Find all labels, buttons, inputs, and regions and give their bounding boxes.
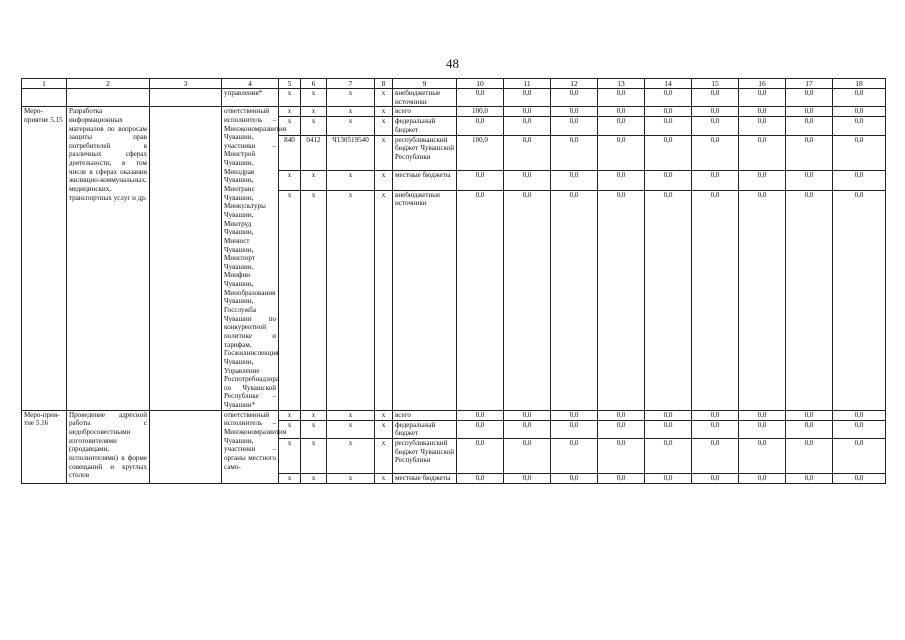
column-header: 14 xyxy=(645,79,692,89)
table-cell: x xyxy=(279,473,301,483)
table-cell: 0,0 xyxy=(645,117,692,135)
table-cell: 0,0 xyxy=(598,170,645,190)
table-cell: 0,0 xyxy=(833,420,886,438)
funding-source: внебюджетные источники xyxy=(393,190,457,410)
table-cell: 0,0 xyxy=(504,170,551,190)
table-cell: x xyxy=(279,438,301,473)
table-cell: 0,0 xyxy=(645,438,692,473)
table-cell: 0,0 xyxy=(551,190,598,410)
funding-source: внебюджетные источники xyxy=(393,89,457,107)
table-cell: 0,0 xyxy=(551,438,598,473)
table-cell: 0,0 xyxy=(739,107,786,117)
table-cell: 0,0 xyxy=(598,117,645,135)
table-cell: 0,0 xyxy=(833,117,886,135)
table-cell: 100,0 xyxy=(457,135,504,170)
table-cell: x xyxy=(327,117,375,135)
table-cell: x xyxy=(301,438,327,473)
table-cell: 0,0 xyxy=(833,107,886,117)
table-cell: x xyxy=(301,89,327,107)
table-cell: 0,0 xyxy=(692,89,739,107)
table-cell: x xyxy=(327,410,375,420)
table-cell: 0,0 xyxy=(504,410,551,420)
table-cell: 0,0 xyxy=(645,89,692,107)
measure-number: Меро-приятие 5.15 xyxy=(22,107,67,410)
table-cell: 0,0 xyxy=(739,438,786,473)
table-cell: x xyxy=(375,135,393,170)
table-cell: 0,0 xyxy=(786,107,833,117)
table-cell: 0,0 xyxy=(786,135,833,170)
table-cell: 0,0 xyxy=(692,420,739,438)
table-cell: x xyxy=(327,473,375,483)
table-cell: 0,0 xyxy=(598,135,645,170)
table-cell: 0,0 xyxy=(598,438,645,473)
column-header: 6 xyxy=(301,79,327,89)
table-cell: 0,0 xyxy=(645,170,692,190)
funding-source: федеральный бюджет xyxy=(393,117,457,135)
funding-source: республиканский бюджет Чувашской Республики xyxy=(393,438,457,473)
measure-5-16 xyxy=(22,410,886,483)
table-cell: 0,0 xyxy=(786,89,833,107)
table-cell: 0,0 xyxy=(504,190,551,410)
table-cell: 0,0 xyxy=(786,438,833,473)
measure-number: Меро-прия-тие 5.16 xyxy=(22,410,67,483)
measure-description: Проведение адресной работы с недобросовестными изготовителями (продавцами, исполнителями) в форме совещаний и круглых столов xyxy=(67,410,150,483)
funding-source: федеральный бюджет xyxy=(393,420,457,438)
table-cell: 0,0 xyxy=(551,410,598,420)
table-cell: x xyxy=(301,107,327,117)
column-header: 3 xyxy=(150,79,222,89)
table-cell: x xyxy=(375,410,393,420)
table-cell: x xyxy=(327,420,375,438)
table-cell: 0,0 xyxy=(551,107,598,117)
table-cell: 840 xyxy=(279,135,301,170)
table-cell: x xyxy=(375,420,393,438)
table-cell: 0,0 xyxy=(786,170,833,190)
table-cell: 0,0 xyxy=(833,410,886,420)
table-cell: 0,0 xyxy=(645,107,692,117)
column-header: 2 xyxy=(67,79,150,89)
table-cell: 0,0 xyxy=(692,190,739,410)
funding-source: всего xyxy=(393,107,457,117)
table-cell: 0,0 xyxy=(645,410,692,420)
column-header: 11 xyxy=(504,79,551,89)
table-cell: 0,0 xyxy=(504,438,551,473)
table-cell: 0,0 xyxy=(504,107,551,117)
table-cell: 0,0 xyxy=(645,190,692,410)
budget-table xyxy=(21,78,886,484)
funding-source: всего xyxy=(393,410,457,420)
table-cell: x xyxy=(279,190,301,410)
table-cell: 0,0 xyxy=(786,420,833,438)
table-cell: x xyxy=(301,190,327,410)
table-cell: 0,0 xyxy=(692,107,739,117)
table-cell: x xyxy=(327,89,375,107)
measure-5-15 xyxy=(22,107,886,410)
table-cell: x xyxy=(327,170,375,190)
table-cell: 0,0 xyxy=(457,410,504,420)
table-cell: 100,0 xyxy=(457,107,504,117)
column-header: 5 xyxy=(279,79,301,89)
table-row xyxy=(22,89,886,107)
table-cell: 0,0 xyxy=(598,107,645,117)
table-cell: 0,0 xyxy=(833,473,886,483)
table-cell: 0,0 xyxy=(833,170,886,190)
table-cell: Ч130519540 xyxy=(327,135,375,170)
measure-description: Разработка информационных материалов по вопросам защиты прав потребителей в различных сферах деятельности, в том числе в сферах оказания жилищно-коммунальных, медицинских, транспортных услуг и др. xyxy=(67,107,150,410)
table-cell: 0,0 xyxy=(598,420,645,438)
column-header: 16 xyxy=(739,79,786,89)
table-cell: 0,0 xyxy=(504,473,551,483)
table-cell: x xyxy=(301,410,327,420)
table-cell: 0,0 xyxy=(645,420,692,438)
column-header: 18 xyxy=(833,79,886,89)
funding-source: местные бюджеты xyxy=(393,170,457,190)
table-cell: x xyxy=(375,107,393,117)
table-cell: 0,0 xyxy=(692,170,739,190)
executor-cell: ответственный исполнитель – Минэкономразвития Чувашии, участники – органы местного само- xyxy=(222,410,279,483)
table-cell: 0,0 xyxy=(786,410,833,420)
column-header: 10 xyxy=(457,79,504,89)
table-cell: x xyxy=(301,473,327,483)
table-cell: 0,0 xyxy=(739,473,786,483)
table-cell: x xyxy=(301,420,327,438)
column-header: 1 xyxy=(22,79,67,89)
table-cell: 0,0 xyxy=(551,117,598,135)
table-cell: x xyxy=(279,89,301,107)
table-cell: 0,0 xyxy=(598,190,645,410)
table-cell: 0,0 xyxy=(457,89,504,107)
table-cell: 0,0 xyxy=(457,190,504,410)
table-cell: 0,0 xyxy=(457,170,504,190)
table-cell: 0,0 xyxy=(457,420,504,438)
column-header: 9 xyxy=(393,79,457,89)
table-row xyxy=(22,410,886,420)
table-cell: 0,0 xyxy=(739,135,786,170)
table-cell: 0,0 xyxy=(504,135,551,170)
column-header: 4 xyxy=(222,79,279,89)
column-header: 12 xyxy=(551,79,598,89)
table-cell: 0,0 xyxy=(833,190,886,410)
table-cell: x xyxy=(279,117,301,135)
table-cell: 0,0 xyxy=(645,473,692,483)
table-cell: 0,0 xyxy=(739,170,786,190)
column-header: 15 xyxy=(692,79,739,89)
table-cell: 0,0 xyxy=(645,135,692,170)
table-cell: 0,0 xyxy=(739,420,786,438)
table-cell: x xyxy=(279,170,301,190)
executor-cell: ответственный исполнитель – Минэкономразвития Чувашии, участники – Минстрой Чувашии, Минздрав Чувашии, Минтранс Чувашии, Минкультуры Чувашии, Минтруд Чувашии, Минюст Чувашии, Минспорт Чувашии, Минфин Чувашии, Минобразования Чувашии, Госслужба Чувашии по конкурентной политике и тарифам, Госжилинспекция Чувашии, Управление Роспотребнадзора по Чувашской Республике – Чувашии* xyxy=(222,107,279,410)
table-cell: 0,0 xyxy=(692,473,739,483)
column-header: 7 xyxy=(327,79,375,89)
table-cell: x xyxy=(301,117,327,135)
table-cell: x xyxy=(375,473,393,483)
table-cell: x xyxy=(327,107,375,117)
empty-cell xyxy=(150,410,222,483)
table-cell: x xyxy=(375,117,393,135)
table-cell: 0,0 xyxy=(739,89,786,107)
table-cell: x xyxy=(279,107,301,117)
page-number: 48 xyxy=(446,56,459,71)
table-cell: 0,0 xyxy=(457,438,504,473)
empty-cell xyxy=(150,107,222,410)
table-cell: 0,0 xyxy=(786,117,833,135)
header-row xyxy=(22,79,886,89)
table-cell: 0,0 xyxy=(692,135,739,170)
table-cell: 0,0 xyxy=(598,410,645,420)
table-cell: 0,0 xyxy=(457,473,504,483)
table-cell: 0,0 xyxy=(833,135,886,170)
column-header: 8 xyxy=(375,79,393,89)
funding-source: республиканский бюджет Чувашской Республики xyxy=(393,135,457,170)
table-cell: 0,0 xyxy=(833,89,886,107)
table-cell: x xyxy=(327,190,375,410)
table-cell: 0,0 xyxy=(504,117,551,135)
table-cell: 0,0 xyxy=(504,89,551,107)
table-cell: 0,0 xyxy=(739,410,786,420)
table-cell: 0,0 xyxy=(833,438,886,473)
table-cell: 0,0 xyxy=(504,420,551,438)
table-cell: 0,0 xyxy=(692,438,739,473)
table-cell: 0,0 xyxy=(598,473,645,483)
table-cell: 0,0 xyxy=(786,190,833,410)
table-cell: x xyxy=(375,170,393,190)
table-cell: x xyxy=(375,89,393,107)
table-cell: 0,0 xyxy=(551,89,598,107)
table-cell: 0,0 xyxy=(457,117,504,135)
table-cell: 0,0 xyxy=(739,117,786,135)
table-cell: 0,0 xyxy=(598,89,645,107)
table-cell: x xyxy=(375,438,393,473)
table-cell: x xyxy=(279,420,301,438)
table-cell: x xyxy=(327,438,375,473)
table-cell: 0,0 xyxy=(692,117,739,135)
column-header: 17 xyxy=(786,79,833,89)
funding-source: местные бюджеты xyxy=(393,473,457,483)
table-row xyxy=(22,107,886,117)
table-cell: 0,0 xyxy=(551,420,598,438)
table-cell: x xyxy=(279,410,301,420)
table-cell: x xyxy=(301,170,327,190)
table-cell: 0,0 xyxy=(786,473,833,483)
table-cell: 0,0 xyxy=(551,135,598,170)
table-cell: 0412 xyxy=(301,135,327,170)
table-cell: x xyxy=(375,190,393,410)
column-header: 13 xyxy=(598,79,645,89)
table-cell: 0,0 xyxy=(551,170,598,190)
table-cell: 0,0 xyxy=(551,473,598,483)
table-cell: 0,0 xyxy=(692,410,739,420)
executor-cell: управления* xyxy=(222,89,279,107)
table-cell: 0,0 xyxy=(739,190,786,410)
